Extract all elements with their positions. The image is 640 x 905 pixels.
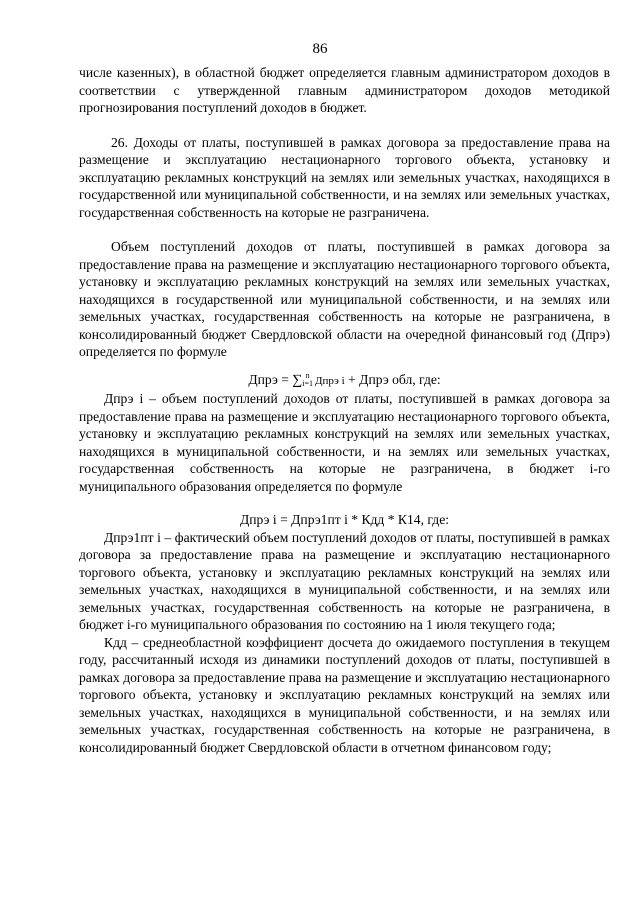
paragraph-definition-dpre1pt: Дпрэ1пт i – фактический объем поступлений доходов от платы, поступившей в рамках договора за предоставление права на размещение и эксплуатацию нестационарного торгового объекта, установку и эксплуатацию рекламных конструкций на землях или земельных участках, находящихся в муниципальной собственности, и на землях или земельных участках, государственная собственность на которые не разграничена, в бюджет i-го муниципального образования по состоянию на 1 июля текущего года;	[79, 529, 610, 632]
paragraph-definition-kdd: Кдд – среднеобластной коэффициент досчета до ожидаемого поступления в текущем году, рассчитанный исходя из динамики поступлений доходов от платы, поступившей в рамках договора за предоставление права на размещение и эксплуатацию нестационарного торгового объекта, установку и эксплуатацию рекламных конструкций на землях или земельных участках, находящихся в муниципальной собственности, и на землях или земельных участках, государственная собственность на которые не разграничена, в консолидированный бюджет Свердловской области в отчетном финансовом году;	[79, 634, 610, 755]
paragraph-section-26: 26. Доходы от платы, поступившей в рамках договора за предоставление права на размещение и эксплуатацию нестационарного торгового объекта, установку и эксплуатацию рекламных конструкций на землях или земельных участках, находящихся в государственной или муниципальной собственности, и на землях или земельных участках, государственная собственность на которые не разграничена.	[79, 134, 610, 220]
document-body	[79, 64, 610, 756]
paragraph-definition-dpre-i: Дпрэ i – объем поступлений доходов от платы, поступившей в рамках договора за предоставление права на размещение и эксплуатацию нестационарного торгового объекта, установку и эксплуатацию рекламных конструкций на землях или земельных участках, находящихся в муниципальной собственности, и на землях или земельных участках, государственная собственность на которые не разграничена, в бюджет i-го муниципального образования определяется по формуле	[79, 391, 610, 494]
page-number: 86	[312, 41, 328, 57]
formula-municipal: Дпрэ i = Дпрэ1пт i * Кдд * К14, где:	[239, 512, 450, 527]
formula-total	[79, 371, 610, 391]
formula-rest: + Дпрэ обл, где:	[344, 371, 441, 387]
sum-limits	[302, 372, 313, 388]
sum-upper-limit: n	[305, 371, 310, 381]
sum-symbol: ∑	[292, 372, 303, 388]
sum-lower-limit: i=1	[302, 379, 314, 389]
paragraph-continuation: числе казенных), в областной бюджет определяется главным администратором доходов в соответствии с утвержденной главным администратором доходов методикой прогнозирования поступлений доходов в бюджет.	[79, 65, 610, 115]
formula-term: Дпрэ i	[315, 374, 345, 387]
paragraph-volume-description: Объем поступлений доходов от платы, поступившей в рамках договора за предоставление права на размещение и эксплуатацию нестационарного торгового объекта, установку и эксплуатацию рекламных конструкций на землях или земельных участках, находящихся в государственной или муниципальной собственности, и на землях или земельных участках, государственная собственность на которые не разграничена, в консолидированный бюджет Свердловской области на очередной финансовый год (Дпрэ) определяется по формуле	[79, 239, 610, 359]
formula-lhs: Дпрэ =	[248, 371, 293, 387]
